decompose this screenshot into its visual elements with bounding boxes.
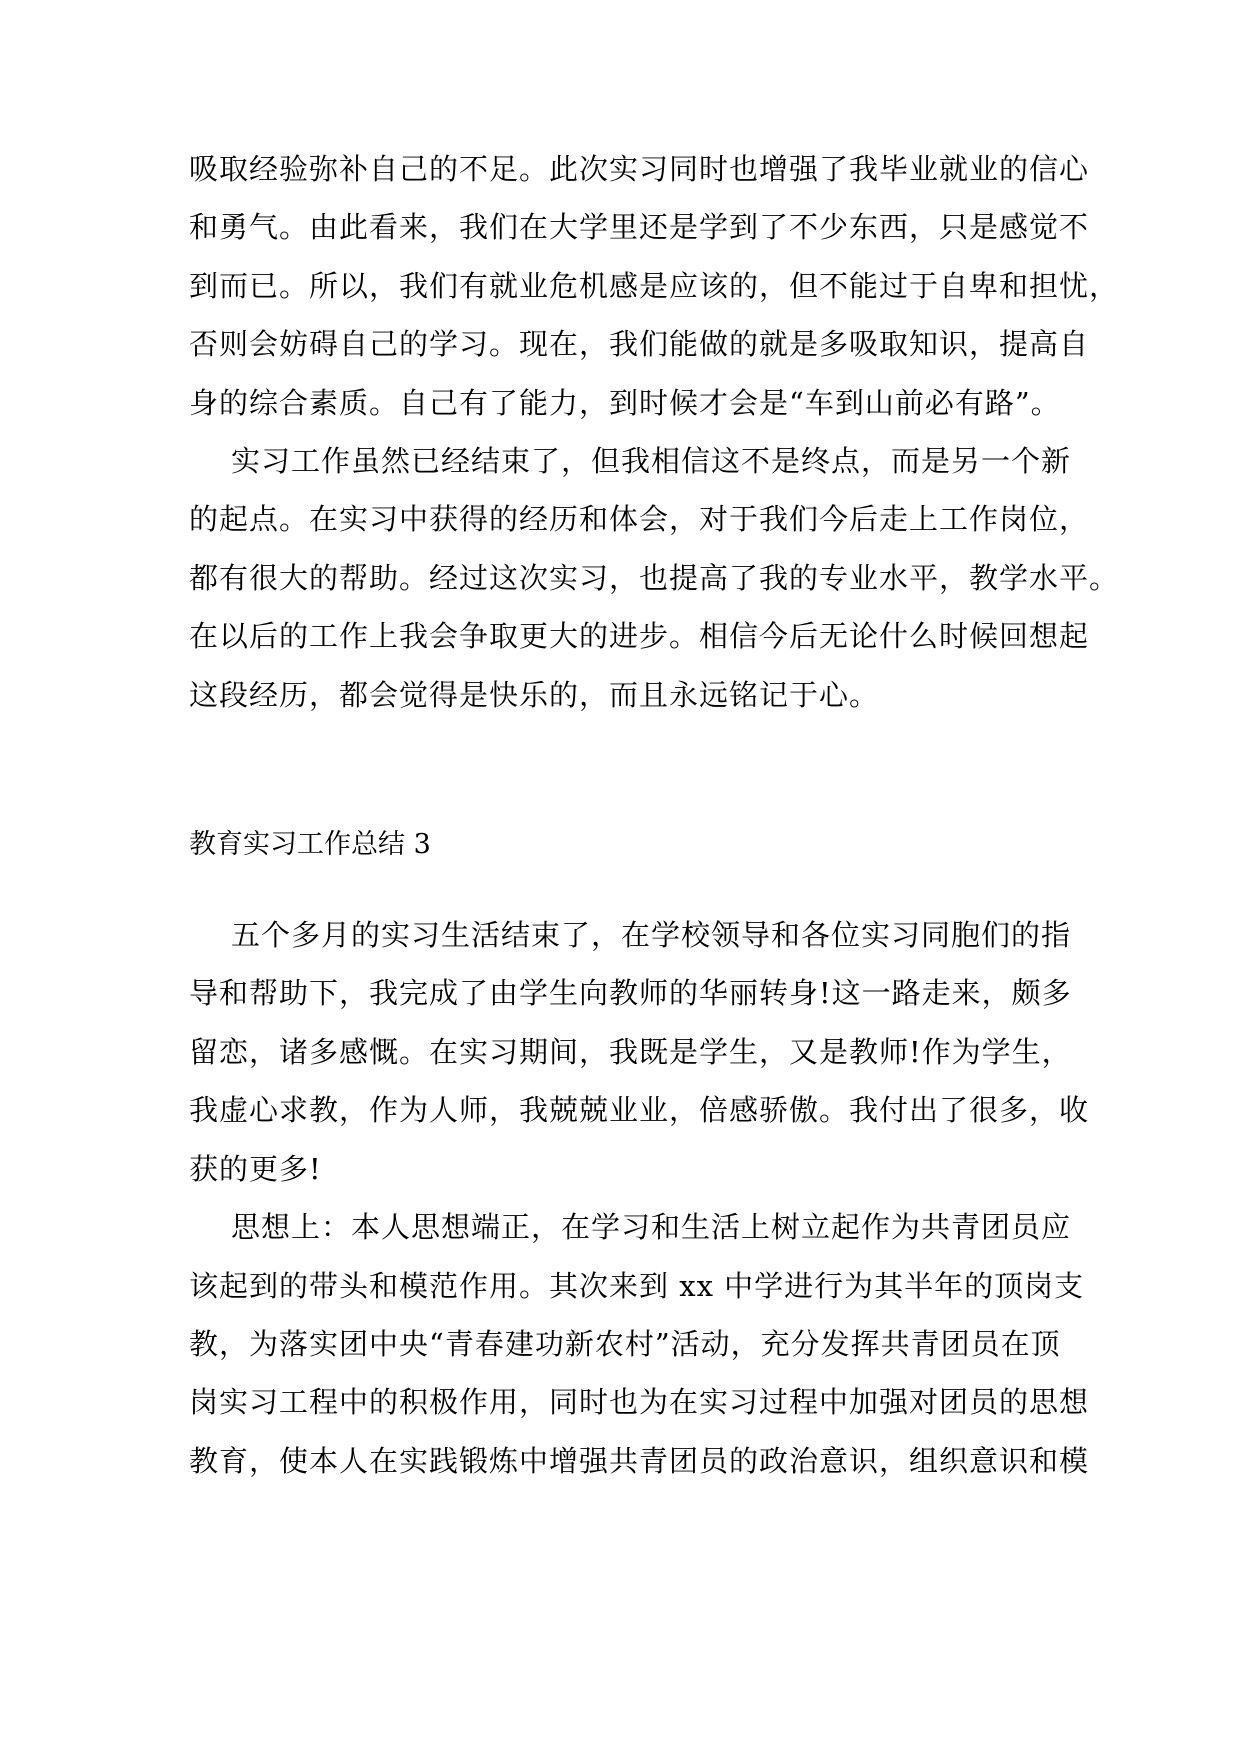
text-line: 到而已。所以，我们有就业危机感是应该的，但不能过于自卑和担忧， xyxy=(189,268,1120,303)
paragraph-internship-summary xyxy=(189,906,1090,1198)
document-page xyxy=(189,140,1120,1490)
text-line: 教育，使本人在实践锻炼中增强共青团员的政治意识，组织意识和模 xyxy=(189,1443,1090,1478)
text-line: 获的更多! xyxy=(189,1151,322,1186)
text-line: 都有很大的帮助。经过这次实习，也提高了我的专业水平，教学水平。 xyxy=(189,560,1120,595)
section-spacer xyxy=(189,724,1053,825)
text-line: 这段经历，都会觉得是快乐的，而且永远铭记于心。 xyxy=(189,677,880,712)
section-heading: 教育实习工作总结 3 xyxy=(189,829,431,861)
text-line: 我虚心求教，作为人师，我兢兢业业，倍感骄傲。我付出了很多，收 xyxy=(189,1093,1090,1128)
text-line: 留恋，诸多感慨。在实习期间，我既是学生，又是教师!作为学生， xyxy=(189,1034,1072,1069)
text-line: 实习工作虽然已经结束了，但我相信这不是终点，而是另一个新 xyxy=(231,444,1072,479)
paragraph-ideology xyxy=(189,1198,1090,1490)
text-line: 吸取经验弥补自己的不足。此次实习同时也增强了我毕业就业的信心 xyxy=(189,152,1090,186)
text-line: 教，为落实团中央“青春建功新农村”活动，充分发挥共青团员在顶 xyxy=(189,1326,1061,1361)
text-line: 否则会妨碍自己的学习。现在，我们能做的就是多吸取知识，提高自 xyxy=(189,327,1090,362)
paragraph-experience-confidence xyxy=(189,140,1120,432)
heading-spacer xyxy=(189,865,1053,906)
text-line: 该起到的带头和模范作用。其次来到 xx 中学进行为其半年的顶岗支 xyxy=(189,1268,1085,1303)
text-line: 的起点。在实习中获得的经历和体会，对于我们今后走上工作岗位， xyxy=(189,502,1090,537)
paragraph-new-starting-point xyxy=(189,432,1120,724)
text-line: 岗实习工程中的积极作用，同时也为在实习过程中加强对团员的思想 xyxy=(189,1385,1090,1420)
text-line: 五个多月的实习生活结束了，在学校领导和各位实习同胞们的指 xyxy=(231,918,1072,953)
text-line: 导和帮助下，我完成了由学生向教师的华丽转身!这一路走来，颇多 xyxy=(189,976,1072,1011)
text-line: 思想上：本人思想端正，在学习和生活上树立起作为共青团员应 xyxy=(231,1210,1072,1245)
text-line: 身的综合素质。自己有了能力，到时候才会是“车到山前必有路”。 xyxy=(189,385,1061,420)
text-line: 和勇气。由此看来，我们在大学里还是学到了不少东西，只是感觉不 xyxy=(189,210,1090,245)
text-line: 在以后的工作上我会争取更大的进步。相信今后无论什么时候回想起 xyxy=(189,619,1090,654)
